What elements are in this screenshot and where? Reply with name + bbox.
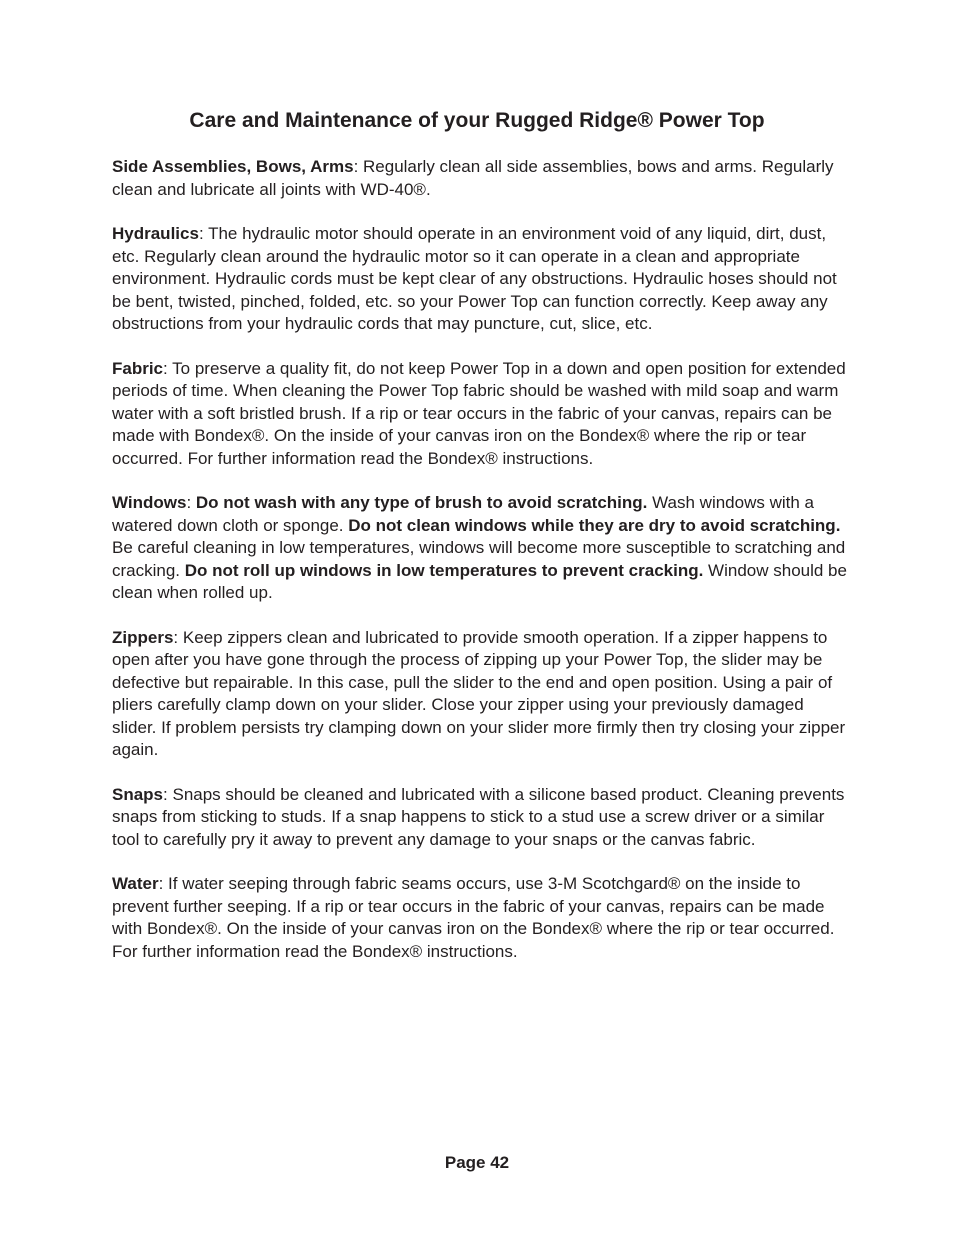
section-label: Windows (112, 493, 187, 512)
section-text: Wash windows with a watered down cloth or sponge. (112, 493, 815, 535)
section-text: : To preserve a quality fit, do not keep Power Top in a down and open position for extended periods of time. When cleaning the Power Top fabric should be washed with mild soap and warm water with a soft bristled brush. If a rip or tear occurs in the fabric of your canvas, repairs can be made with Bondex®. On the inside of your canvas iron on the Bondex® where the rip or tear occurred. For further information read the Bondex® instructions. (112, 358, 846, 468)
page-number: Page 42 (444, 1153, 510, 1172)
section-warning-text: Do not clean windows while they are dry to avoid scratching. (348, 515, 841, 535)
section-label: Snaps (112, 784, 164, 804)
section-label: Fabric (112, 358, 164, 378)
section-label: Water (112, 874, 159, 893)
section-text: : (186, 493, 196, 512)
section-text: Window should be clean when rolled up. (112, 560, 847, 602)
document-body (112, 156, 852, 963)
section-text: : The hydraulic motor should operate in an environment void of any liquid, dirt, dust, etc. Regularly clean around the hydraulic motor so it can operate in a clean and appropriate environment. Hydraulic cords must be kept clear of any obstructions. Hydraulic hoses should not be bent, twisted, pinched, folded, etc. so your Power Top can function correctly. Keep away any obstructions from your hydraulic cords that may puncture, cut, slice, etc. (112, 224, 837, 333)
section-text: : If water seeping through fabric seams occurs, use 3-M Scotchgard® on the inside to prevent further seeping. If a rip or tear occurs in the fabric of your canvas, repairs can be made with Bondex®. On the inside of your canvas iron on the Bondex® where the rip or tear occurred. For further information read the Bondex® instructions. (112, 874, 835, 961)
section-snaps (112, 784, 852, 852)
section-label: Zippers (112, 627, 174, 647)
section-label: Side Assemblies, Bows, Arms (112, 157, 354, 176)
section-side-assemblies (112, 156, 852, 201)
section-text: Be careful cleaning in low temperatures, windows will become more susceptible to scratching and cracking. (112, 538, 846, 580)
section-zippers (112, 627, 852, 762)
section-windows (112, 492, 852, 605)
page-title: Care and Maintenance of your Rugged Ridge® Power Top (189, 109, 765, 132)
section-fabric (112, 358, 852, 471)
section-text: : Keep zippers clean and lubricated to provide smooth operation. If a zipper happens to open after you have gone through the process of zipping up your Power Top, the slider may be defective but repairable. In this case, pull the slider to the end and open position. Using a pair of pliers carefully clamp down on your slider. Close your zipper using your previously damaged slider. If problem persists try clamping down on your slider more firmly then try closing your zipper again. (112, 627, 846, 759)
section-label: Hydraulics (112, 224, 199, 243)
section-water (112, 873, 852, 963)
section-text: : Regularly clean all side assemblies, bows and arms. Regularly clean and lubricate all joints with WD-40®. (112, 157, 834, 199)
section-hydraulics (112, 223, 852, 336)
section-text: : Snaps should be cleaned and lubricated with a silicone based product. Cleaning prevents snaps from sticking to studs. If a snap happens to stick to a stud use a screw driver or a similar tool to carefully pry it away to prevent any damage to your snaps or the canvas fabric. (112, 784, 845, 849)
section-warning-text: Do not wash with any type of brush to avoid scratching. (195, 493, 648, 512)
section-warning-text: Do not roll up windows in low temperatures to prevent cracking. (184, 560, 704, 580)
